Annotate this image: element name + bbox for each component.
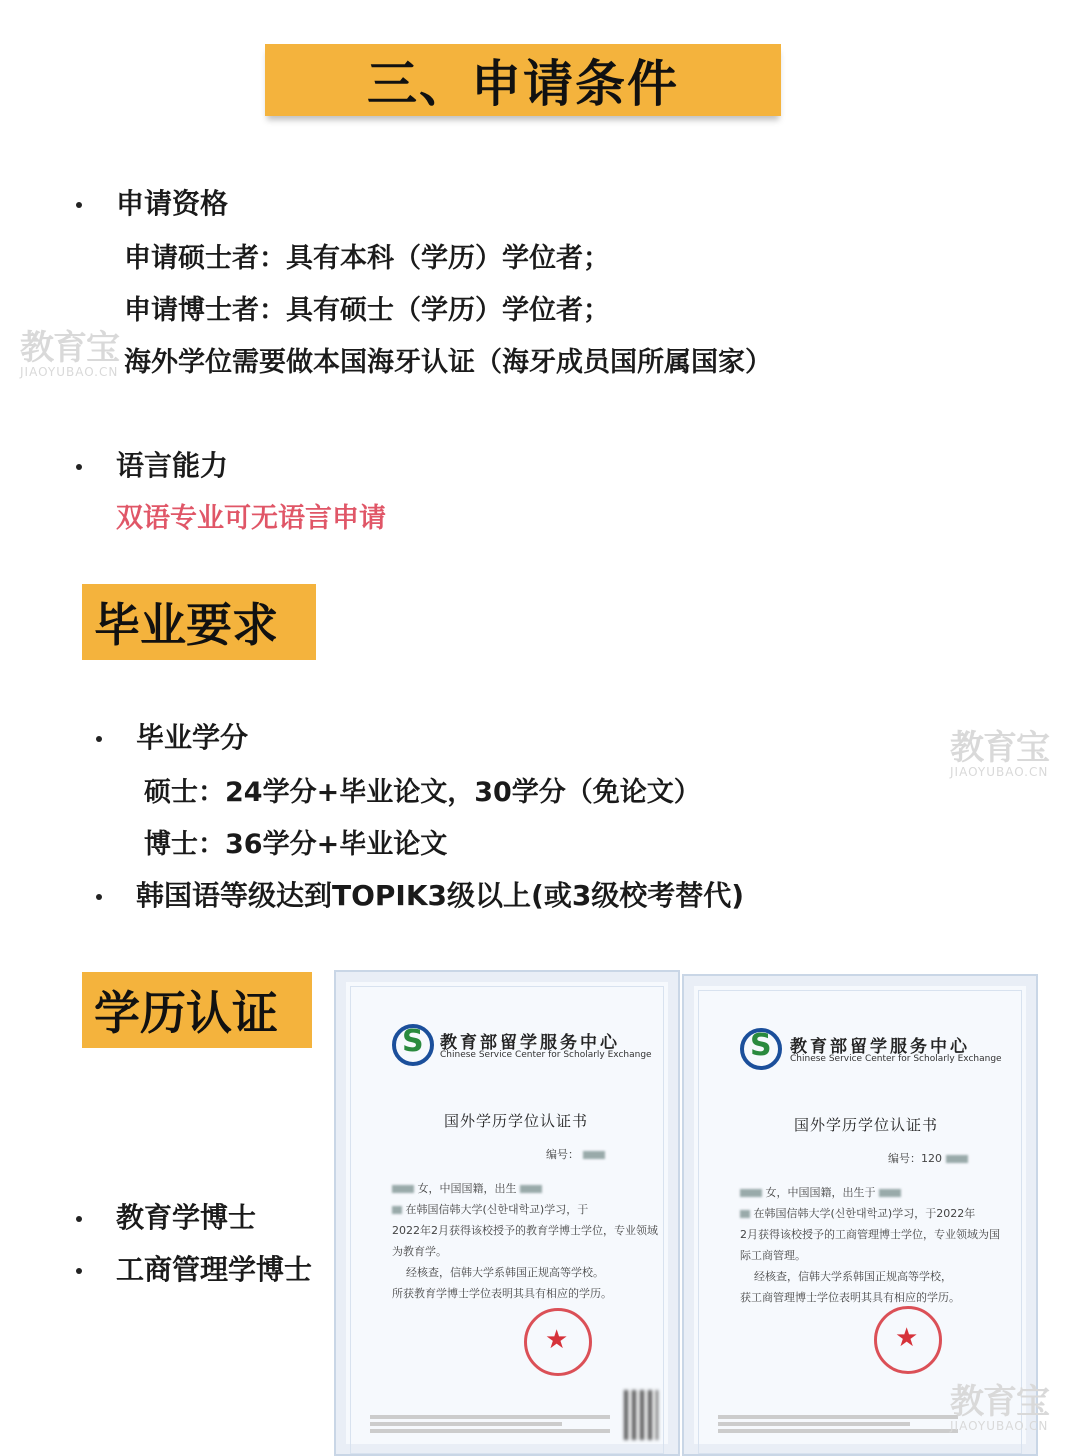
bullet-dot [96, 736, 102, 742]
watermark-en: JIAOYUBAO.CN [20, 365, 119, 379]
bullet-dot [96, 894, 102, 900]
cert-body-line: 在韩国信韩大学(신한대학교)学习，于2022年 [753, 1207, 976, 1220]
cert-body-line: 经核查，信韩大学系韩国正规高等学校， [754, 1270, 952, 1283]
eligibility-heading-text: 申请资格 [116, 187, 229, 220]
eligibility-doctor: 申请博士者：具有硕士（学历）学位者； [124, 295, 610, 326]
cert-body-line: 际工商管理。 [740, 1249, 806, 1262]
language-heading-text: 语言能力 [116, 449, 229, 482]
page-title: 三、申请条件 [265, 44, 781, 116]
cert-body-line: 2月获得该校授予的工商管理博士学位，专业领域为国 [740, 1228, 1000, 1241]
accreditation-item-text: 工商管理学博士 [116, 1253, 313, 1286]
watermark-en: JIAOYUBAO.CN [950, 1419, 1049, 1433]
cert-body-line: 女，中国国籍，出生于 [765, 1186, 876, 1199]
cert-body-line: 2022年2月获得该校授予的教育学博士学位，专业领域 [392, 1224, 658, 1237]
seal-star-icon: ★ [545, 1325, 569, 1355]
eligibility-heading [76, 182, 228, 222]
credits-master: 硕士：24学分+毕业论文，30学分（免论文） [144, 777, 701, 808]
cert-doc-title: 国外学历学位认证书 [794, 1116, 939, 1134]
cscse-logo-s-icon: S [402, 1024, 424, 1059]
watermark-en: JIAOYUBAO.CN [950, 765, 1049, 779]
cscse-logo-s-icon: S [750, 1028, 772, 1063]
cert-body [740, 1182, 1020, 1308]
bullet-dot [76, 464, 82, 470]
cert-body-line: 获工商管理博士学位表明其具有相应的学历。 [740, 1291, 960, 1304]
cert-fine-print [718, 1412, 958, 1436]
credits-heading-text: 毕业学分 [136, 721, 249, 754]
cert-body-line: 女，中国国籍，出生 [417, 1182, 517, 1195]
bullet-dot [76, 1268, 82, 1274]
accreditation-item-business [76, 1248, 312, 1288]
cert-fine-print [370, 1412, 610, 1436]
cert-number-label: 编号： [546, 1148, 579, 1161]
redacted-mark [946, 1155, 968, 1163]
cert-number [888, 1148, 968, 1169]
cert-body-line: 经核查，信韩大学系韩国正规高等学校。 [406, 1266, 604, 1279]
accreditation-item-text: 教育学博士 [116, 1201, 257, 1234]
seal-star-icon: ★ [895, 1323, 919, 1353]
redacted-mark [392, 1185, 414, 1193]
bullet-dot [76, 1216, 82, 1222]
redacted-mark [392, 1206, 402, 1214]
cert-body-line: 在韩国信韩大学(신한대학교)学习，于 [405, 1203, 589, 1216]
watermark [950, 730, 1049, 778]
accreditation-section-title: 学历认证 [82, 972, 312, 1048]
watermark [950, 1384, 1049, 1432]
topik-text: 韩国语等级达到TOPIK3级以上(或3级校考替代) [136, 879, 745, 912]
cert-number-label: 编号：120 [888, 1152, 942, 1165]
redacted-mark [879, 1189, 901, 1197]
watermark-cn: 教育宝 [20, 328, 119, 368]
cert-body [392, 1178, 662, 1304]
watermark-cn: 教育宝 [950, 728, 1049, 768]
cert-body-line: 为教育学。 [392, 1245, 447, 1258]
bullet-dot [76, 202, 82, 208]
redacted-mark [740, 1210, 750, 1218]
cert-org-en: Chinese Service Center for Scholarly Exchange [440, 1050, 652, 1060]
redacted-mark [740, 1189, 762, 1197]
cert-org-cn: 教育部留学服务中心 [790, 1037, 970, 1057]
certificate-education [334, 970, 680, 1456]
language-note: 双语专业可无语言申请 [116, 503, 386, 534]
accreditation-item-education [76, 1196, 256, 1236]
eligibility-hague: 海外学位需要做本国海牙认证（海牙成员国所属国家） [124, 347, 772, 378]
cert-number [546, 1144, 605, 1165]
watermark-cn: 教育宝 [950, 1382, 1049, 1422]
watermark [20, 330, 119, 378]
credits-heading [96, 716, 248, 756]
cert-body-line: 所获教育学博士学位表明其具有相应的学历。 [392, 1287, 612, 1300]
cert-doc-title: 国外学历学位认证书 [444, 1112, 589, 1130]
graduation-section-title: 毕业要求 [82, 584, 316, 660]
topik-requirement [96, 874, 744, 914]
redacted-mark [520, 1185, 542, 1193]
redacted-mark [583, 1151, 605, 1159]
cert-org-cn: 教育部留学服务中心 [440, 1033, 620, 1053]
credits-doctor: 博士：36学分+毕业论文 [144, 829, 448, 860]
eligibility-master: 申请硕士者：具有本科（学历）学位者； [124, 243, 610, 274]
qr-code-icon [624, 1390, 658, 1440]
language-heading [76, 444, 228, 484]
cert-org-en: Chinese Service Center for Scholarly Exchange [790, 1054, 1002, 1064]
